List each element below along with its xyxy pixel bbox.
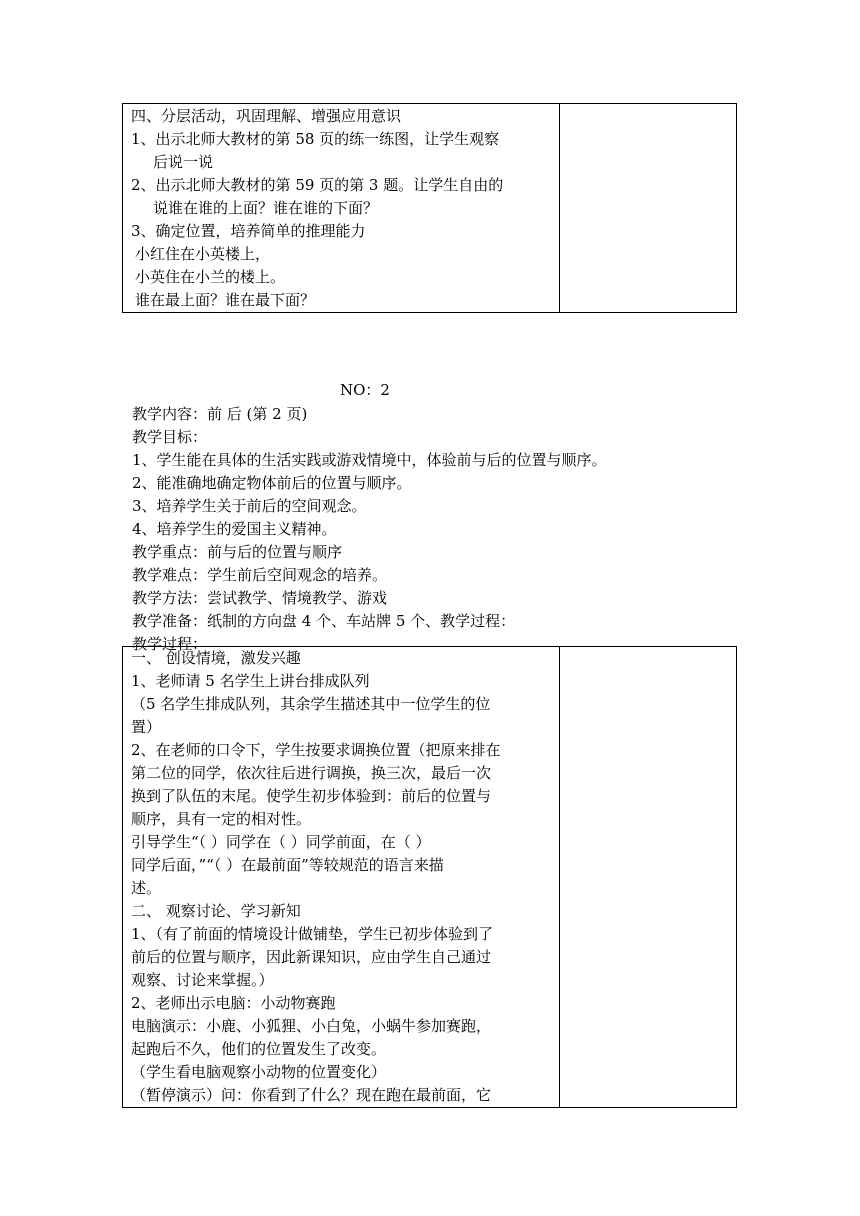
text-line: 1、（有了前面的情境设计做铺垫，学生已初步体验到了 (131, 925, 494, 943)
text-line: 谁在最上面？谁在最下面？ (135, 291, 316, 309)
key-point: 教学重点：前与后的位置与顺序 (132, 543, 343, 561)
difficulty: 教学难点：学生前后空间观念的培养。 (132, 566, 388, 584)
text-line: 引导学生“（ ）同学在（ ）同学前面，在（ ） (131, 833, 431, 851)
text-line: 述。 (131, 879, 162, 897)
text-line: 2、在老师的口令下，学生按要求调换位置（把原来排在 (131, 741, 501, 759)
text-line: （学生看电脑观察小动物的位置变化） (131, 1063, 387, 1081)
goal-item: 1、学生能在具体的生活实践或游戏情境中，体验前与后的位置与顺序。 (132, 451, 607, 469)
text-line: 同学后面，”“（ ）在最前面”等较规范的语言来描 (131, 856, 444, 874)
text-line: 小红住在小英楼上， (135, 245, 271, 263)
text-line: 小英住在小兰的楼上。 (135, 268, 286, 286)
lesson-content: 教学内容：前 后 (第 2 页) (132, 405, 308, 423)
text-line: 电脑演示：小鹿、小狐狸、小白兔，小蜗牛参加赛跑， (131, 1017, 492, 1035)
section-heading: 四、分层活动，巩固理解、增强应用意识 (131, 107, 402, 125)
text-line: 1、出示北师大教材的第 58 页的练一练图，让学生观察 (131, 130, 500, 148)
text-line: 观察、讨论来掌握。） (131, 971, 274, 989)
text-line: 前后的位置与顺序，因此新课知识，应由学生自己通过 (131, 948, 492, 966)
goal-item: 3、培养学生关于前后的空间观念。 (132, 497, 367, 515)
notes-cell (560, 104, 737, 313)
text-line: 说谁在谁的上面？谁在谁的下面？ (153, 199, 379, 217)
section-heading: 一、 创设情境，激发兴趣 (131, 649, 301, 667)
section-heading: 二、 观察讨论、学习新知 (131, 902, 301, 920)
goals-label: 教学目标： (132, 428, 208, 446)
preparation: 教学准备：纸制的方向盘 4 个、车站牌 5 个、教学过程： (132, 612, 516, 630)
text-line: 后说一说 (153, 153, 214, 171)
process-table (122, 646, 737, 1108)
text-line: （5 名学生排成队列，其余学生描述其中一位学生的位 (131, 695, 491, 713)
goal-item: 2、能准确地确定物体前后的位置与顺序。 (132, 474, 412, 492)
text-line: 起跑后不久，他们的位置发生了改变。 (131, 1040, 387, 1058)
lesson-info (132, 403, 607, 656)
activity-table (122, 103, 737, 313)
text-line: 3、确定位置，培养简单的推理能力 (131, 222, 366, 240)
process-content-cell (123, 647, 560, 1108)
text-line: 第二位的同学，依次往后进行调换，换三次，最后一次 (131, 764, 492, 782)
text-line: 换到了队伍的末尾。使学生初步体验到：前后的位置与 (131, 787, 492, 805)
goal-item: 4、培养学生的爱国主义精神。 (132, 520, 337, 538)
text-line: 2、出示北师大教材的第 59 页的第 3 题。让学生自由的 (131, 176, 504, 194)
method: 教学方法：尝试教学、情境教学、游戏 (132, 589, 388, 607)
process-label: 教学过程： (132, 635, 208, 653)
notes-cell (560, 647, 737, 1108)
activity-content-cell (123, 104, 560, 313)
lesson-number: NO：2 (340, 381, 390, 399)
text-line: 顺序，具有一定的相对性。 (131, 810, 312, 828)
text-line: 置） (131, 718, 162, 736)
text-line: 1、老师请 5 名学生上讲台排成队列 (131, 672, 370, 690)
text-line: （暂停演示）问：你看到了什么？现在跑在最前面，它 (131, 1086, 492, 1104)
text-line: 2、老师出示电脑：小动物赛跑 (131, 994, 336, 1012)
